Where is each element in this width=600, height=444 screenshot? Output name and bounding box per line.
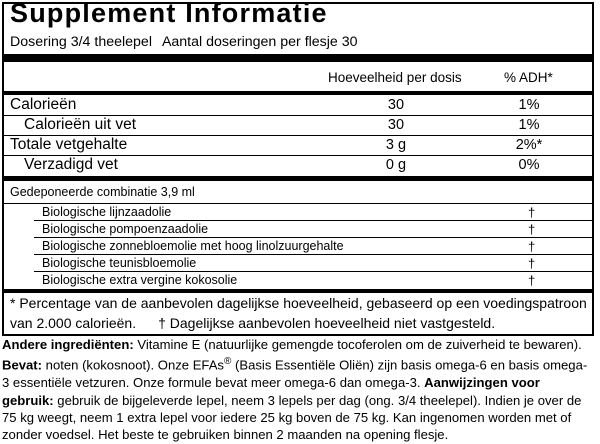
nutrient-name: Calorieën uit vet <box>24 116 137 133</box>
supplement-facts-panel <box>2 2 594 336</box>
panel-title: Supplement Informatie <box>10 0 328 28</box>
nutrient-dv: 2%* <box>515 137 543 153</box>
directions-label: Aanwijzingen voor gebruik: <box>2 375 540 408</box>
thick-divider <box>4 176 592 181</box>
ingredient-dv: † <box>528 256 536 271</box>
ingredient-dv: † <box>528 222 536 237</box>
nutrient-amount: 3 g <box>385 137 407 153</box>
nutrient-amount: 30 <box>387 97 405 113</box>
header-divider <box>4 91 592 95</box>
nutrient-amount: 30 <box>387 117 405 133</box>
serving-info <box>10 34 358 50</box>
ingredient-name: Biologische lijnzaadolie <box>42 205 172 219</box>
ingredient-name: Biologische pompoenzaadolie <box>42 222 209 236</box>
contains-text: noten (kokosnoot). Onze EFAs <box>42 357 224 373</box>
nutrient-name: Calorieën <box>10 96 77 113</box>
directions-text: gebruik de bijgeleverde lepel, neem 3 lepels per dag (ong. 3/4 theelepel). Indien je over de 75 kg weegt, neem 1 extra lepel voor iedere 25 kg boven de 75 kg. Kan ingenomen worden met of zonder voedsel. Het beste te gebruiken binnen 2 maanden na opening flesje. <box>2 392 582 443</box>
proprietary-blend: Gedeponeerde combinatie 3,9 ml <box>10 185 195 199</box>
nutrient-name: Verzadigd vet <box>24 156 118 173</box>
ingredient-dv: † <box>528 205 536 220</box>
nutrient-amount: 0 g <box>385 157 407 173</box>
nutrient-dv: 1% <box>518 117 540 133</box>
ingredient-dv: † <box>528 273 536 288</box>
nutrient-dv: 1% <box>518 97 540 113</box>
row-divider <box>34 254 592 255</box>
nutrient-dv: 0% <box>518 157 540 173</box>
other-ingredients-text: Vitamine E (natuurlijke gemengde tocoferolen om de zuiverheid te bewaren). <box>133 337 582 352</box>
thick-divider <box>4 54 592 62</box>
contains-label: Bevat: <box>2 357 43 373</box>
thick-divider <box>4 289 592 293</box>
servings-per-container: Aantal doseringen per flesje 30 <box>161 34 358 50</box>
ingredient-dv: † <box>528 239 536 254</box>
registered-mark: ® <box>223 356 232 368</box>
contains-text-cont: (Basis Essentiële Oliën) zijn basis omega-6 en basis omega-3 essentiële vetzuren. Onze formule bevat meer omega-6 dan omega-3. <box>2 357 588 391</box>
footnote-dagger: † Dagelijkse aanbevolen hoeveelheid niet vastgesteld. <box>158 314 496 331</box>
serving-size: Dosering 3/4 theelepel <box>10 34 152 50</box>
product-details <box>2 336 594 444</box>
footnote <box>10 294 590 333</box>
ingredient-name: Biologische teunisbloemolie <box>42 256 197 270</box>
row-divider <box>34 237 592 238</box>
ingredient-name: Biologische extra vergine kokosolie <box>42 273 238 287</box>
nutrient-name: Totale vetgehalte <box>10 136 128 153</box>
row-divider <box>4 203 592 204</box>
amount-column-header: Hoeveelheid per dosis <box>328 70 462 85</box>
row-divider <box>34 220 592 221</box>
dv-column-header: % ADH* <box>504 70 553 85</box>
ingredient-name: Biologische zonnebloemolie met hoog linolzuurgehalte <box>42 239 344 253</box>
row-divider <box>34 271 592 272</box>
other-ingredients-label: Andere ingrediënten: <box>2 337 134 352</box>
footnote-dv: * Percentage van de aanbevolen dagelijkse hoeveelheid, gebaseerd op een voedingspatroon van 2.000 calorieën. <box>10 295 587 331</box>
